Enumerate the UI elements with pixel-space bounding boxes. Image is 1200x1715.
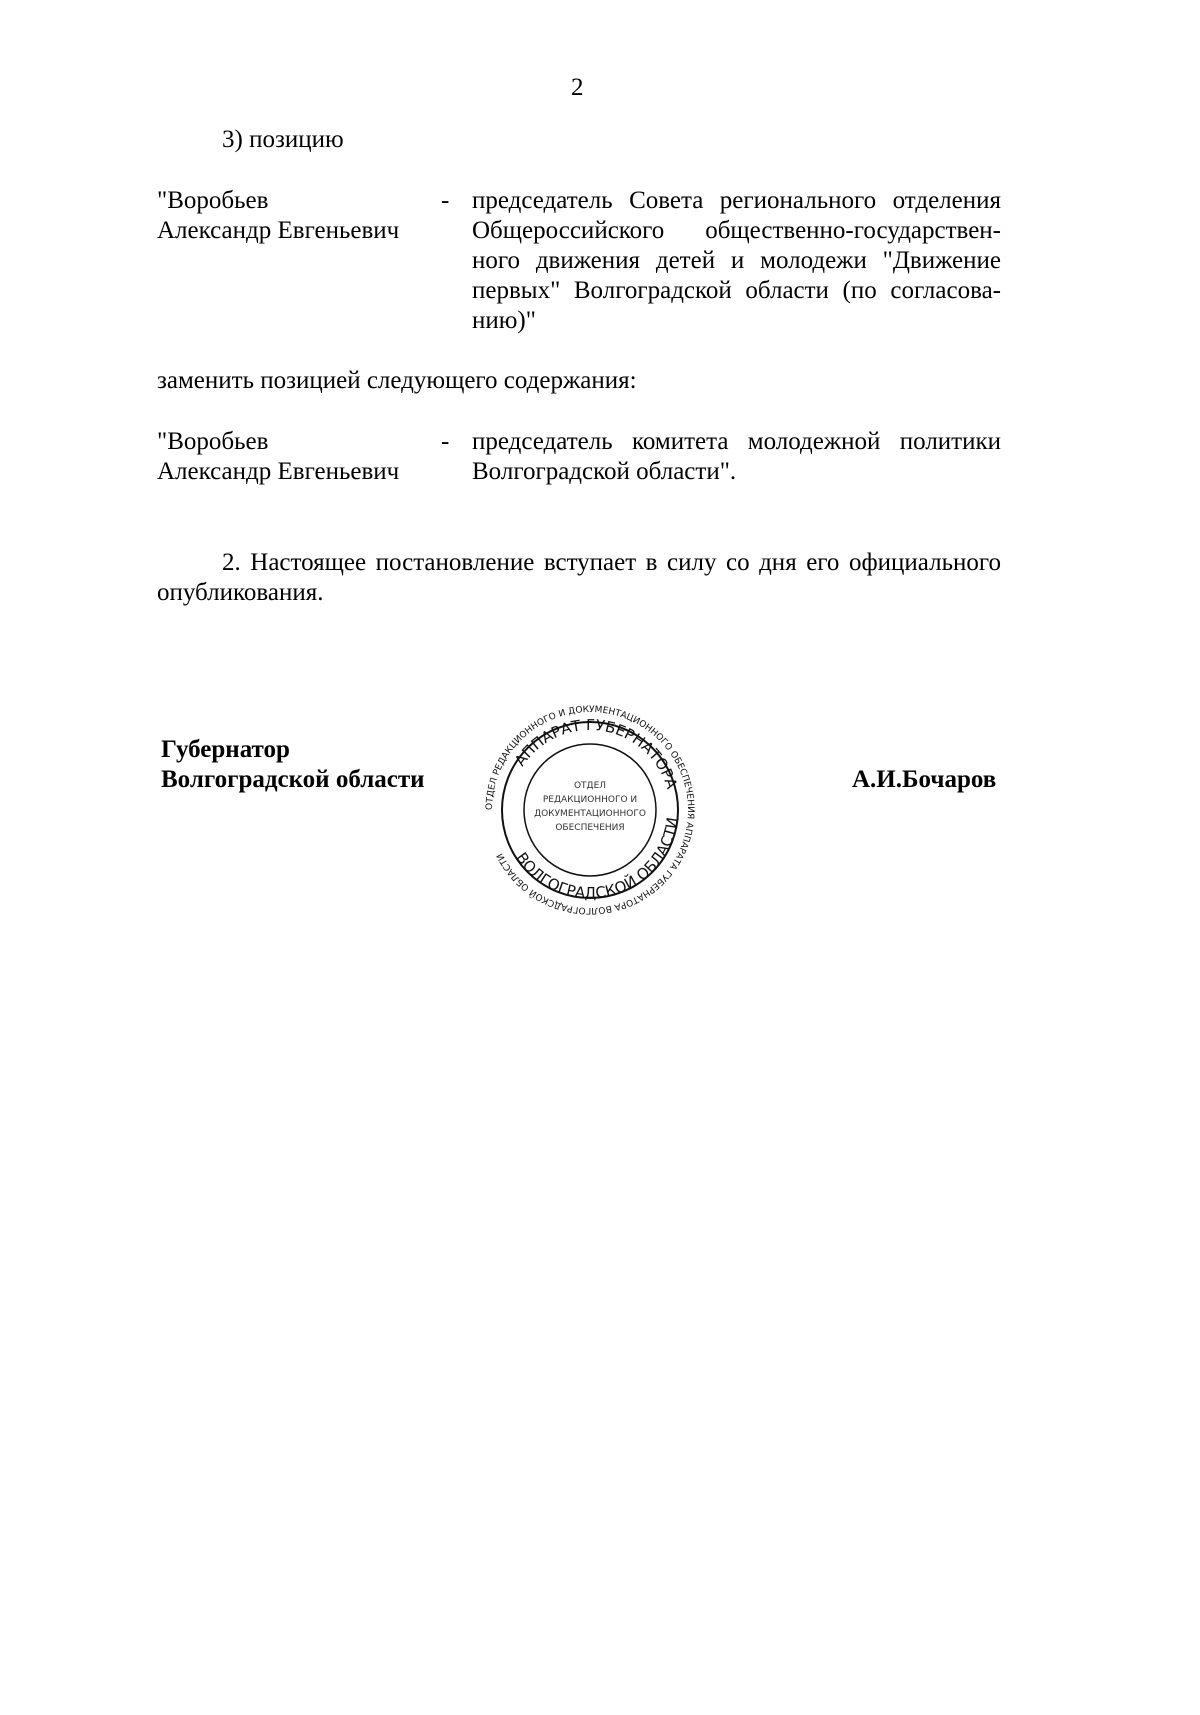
stamp-ring-bottom: ВОЛГОГРАДСКОЙ ОБЛАСТИ: [512, 816, 682, 903]
page-number: 2: [571, 74, 584, 101]
name-line: "Воробьев: [157, 187, 269, 214]
desc-line: председатель комитета молодежной политики: [472, 428, 1001, 455]
clause-2: [157, 548, 1001, 608]
dash: -: [441, 187, 450, 214]
desc-line: председатель Совета регионального отделения: [472, 187, 1001, 214]
new-entry-name: [157, 427, 399, 487]
desc-line: ного движения детей и молодежи "Движение: [472, 247, 1001, 274]
stamp-ring-top: АППАРАТ ГУБЕРНАТОРА: [510, 715, 681, 792]
desc-line: Волгоградской области".: [472, 458, 737, 485]
signatory-title: [161, 735, 425, 795]
dash: -: [441, 428, 450, 455]
stamp-outer-text: ОТДЕЛ РЕДАКЦИОННОГО И ДОКУМЕНТАЦИОННОГО ОБЕСПЕЧЕНИЯ АППАРАТА ГУБЕРНАТОРА ВОЛГОГРАДСКОЙ ОБЛАСТИ: [484, 705, 696, 915]
old-entry-description: [472, 186, 1001, 336]
name-line: "Воробьев: [157, 428, 269, 455]
title-line: Губернатор: [161, 736, 290, 763]
official-stamp: [480, 705, 700, 915]
stamp-center-line: ОТДЕЛ: [573, 781, 607, 791]
desc-line: Общероссийского общественно-государствен-: [472, 217, 1001, 244]
old-entry-name: [157, 186, 399, 246]
item3-intro: 3) позицию: [222, 126, 344, 153]
stamp-center-line: РЕДАКЦИОННОГО И: [542, 795, 638, 805]
desc-line: первых" Волгоградской области (по согласова-: [472, 277, 1001, 304]
clause-line: 2. Настоящее постановление вступает в силу со дня его официального: [222, 549, 1001, 576]
new-entry-description: [472, 427, 1001, 487]
clause-line: опубликования.: [157, 579, 324, 606]
signatory-name: А.И.Бочаров: [852, 766, 997, 793]
stamp-center-line: ОБЕСПЕЧЕНИЯ: [555, 823, 625, 833]
desc-line: нию)": [472, 307, 536, 334]
stamp-center-line: ДОКУМЕНТАЦИОННОГО: [534, 809, 646, 819]
title-line: Волгоградской области: [161, 766, 425, 793]
name-line: Александр Евгеньевич: [157, 458, 400, 485]
name-line: Александр Евгеньевич: [157, 217, 400, 244]
replace-text: заменить позицией следующего содержания:: [157, 367, 637, 394]
